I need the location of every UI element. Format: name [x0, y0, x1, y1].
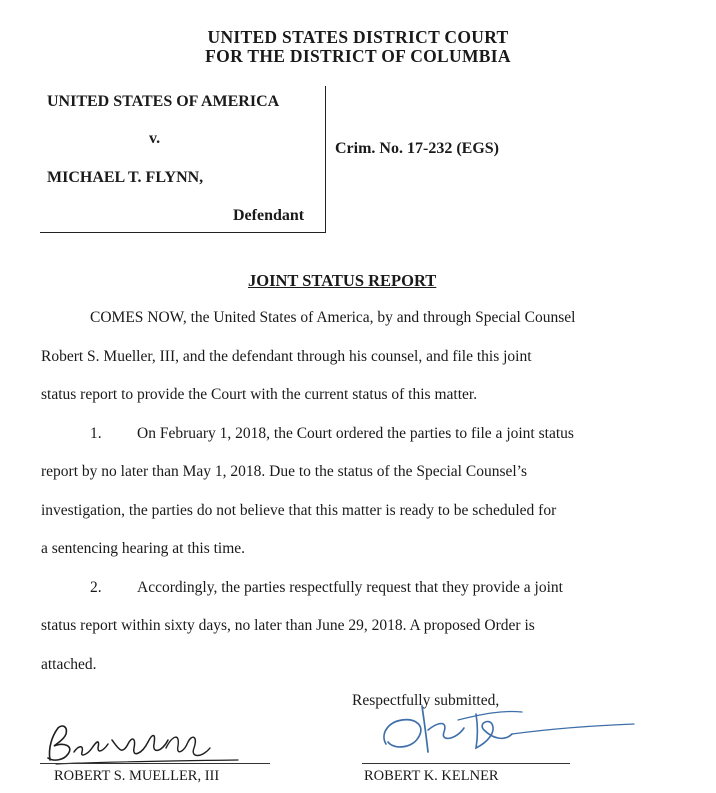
defendant-label: Defendant — [233, 207, 305, 224]
paragraph-number: 1. — [90, 425, 102, 442]
caption-divider-horizontal — [40, 232, 326, 233]
versus-label: v. — [149, 130, 161, 147]
document-title: JOINT STATUS REPORT — [248, 271, 437, 290]
right-signer-name: ROBERT K. KELNER — [364, 768, 499, 784]
text-line: investigation, the parties do not believe that this matter is ready to be scheduled for — [41, 502, 557, 519]
court-name-line-2: FOR THE DISTRICT OF COLUMBIA — [205, 46, 511, 66]
text-line: status report to provide the Court with the current status of this matter. — [41, 386, 478, 403]
case-number: Crim. No. 17-232 (EGS) — [335, 140, 499, 157]
left-signature-line — [40, 763, 270, 764]
defendant-name: MICHAEL T. FLYNN, — [47, 169, 204, 186]
left-signer-name: ROBERT S. MUELLER, III — [54, 768, 220, 784]
caption-divider-vertical — [325, 86, 326, 232]
right-signature-line — [362, 763, 570, 764]
kelner-signature-image — [372, 700, 642, 762]
text-line: Robert S. Mueller, III, and the defendant through his counsel, and file this joint — [41, 348, 532, 365]
text-line: status report within sixty days, no later than June 29, 2018. A proposed Order is — [41, 617, 535, 634]
court-name-line-1: UNITED STATES DISTRICT COURT — [207, 27, 509, 47]
closing-line: Respectfully submitted, — [352, 692, 500, 709]
plaintiff-name: UNITED STATES OF AMERICA — [47, 93, 280, 110]
mueller-signature-image — [38, 718, 248, 768]
paragraph-number: 2. — [90, 579, 102, 596]
text-line: attached. — [41, 656, 97, 673]
text-line: On February 1, 2018, the Court ordered the parties to file a joint status — [137, 425, 574, 442]
text-line: COMES NOW, the United States of America, by and through Special Counsel — [90, 309, 576, 326]
text-line: Accordingly, the parties respectfully request that they provide a joint — [137, 579, 563, 596]
text-line: report by no later than May 1, 2018. Due to the status of the Special Counsel’s — [41, 463, 528, 480]
text-line: a sentencing hearing at this time. — [41, 540, 246, 557]
